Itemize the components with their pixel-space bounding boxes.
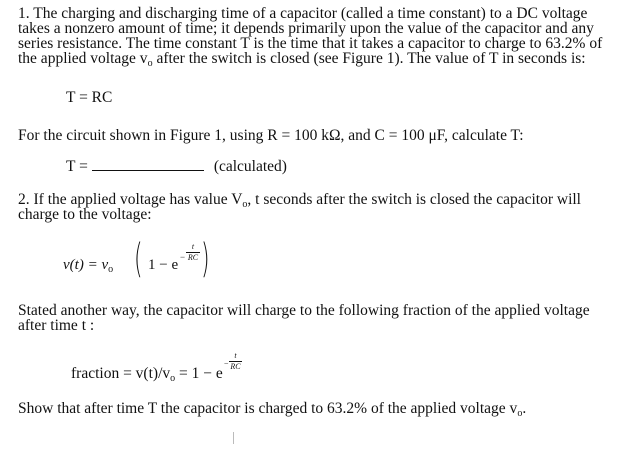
answer-note: (calculated) bbox=[213, 158, 287, 175]
answer-line bbox=[66, 159, 287, 174]
fraction-exp-numerator: t bbox=[234, 351, 237, 360]
right-paren: ) bbox=[201, 236, 210, 282]
answer-blank[interactable] bbox=[92, 159, 204, 171]
fraction-exp-denominator: RC bbox=[230, 362, 241, 371]
calculate-prompt: For the circuit shown in Figure 1, using R = 100 kΩ, and C = 100 μF, calculate T: bbox=[18, 127, 524, 144]
fraction-exp-minus: − bbox=[224, 359, 229, 368]
stated-line-2: after time t : bbox=[18, 317, 95, 334]
text-cursor bbox=[233, 432, 234, 444]
q1-line-3: series resistance. The time constant T is the time that it takes a capacitor to charge to 63.2% of bbox=[18, 35, 603, 52]
voltage-equation bbox=[63, 257, 113, 274]
q1-line-1: 1. The charging and discharging time of a capacitor (called a time constant) to a DC voltage bbox=[18, 5, 588, 22]
fraction-subscript: o bbox=[170, 373, 176, 384]
eq-exp-numerator: t bbox=[191, 242, 195, 251]
fraction-equation bbox=[71, 366, 223, 383]
stated-line-1: Stated another way, the capacitor will charge to the following fraction of the applied voltage bbox=[18, 302, 590, 319]
q2-line-1-rest: , t seconds after the switch is closed the capacitor will bbox=[247, 191, 581, 208]
eq-lhs-subscript: o bbox=[108, 264, 114, 275]
q1-line-4-text: the applied voltage v bbox=[18, 50, 148, 67]
show-that-period: . bbox=[522, 400, 527, 417]
q2-line-1-text: 2. If the applied voltage has value V bbox=[18, 191, 243, 208]
fraction-rhs: = 1 − e bbox=[175, 365, 223, 382]
q2-line-2: charge to the voltage: bbox=[18, 206, 152, 223]
q1-line-4 bbox=[18, 51, 586, 68]
show-that-line bbox=[18, 401, 526, 418]
vo-subscript: o bbox=[147, 58, 153, 69]
eq-exponent-fraction bbox=[186, 243, 200, 262]
left-paren: ( bbox=[134, 236, 143, 282]
time-constant-formula: T = RC bbox=[66, 89, 113, 106]
show-that-subscript: o bbox=[517, 408, 523, 419]
eq-exp-minus: − bbox=[180, 252, 186, 262]
show-that-text: Show that after time T the capacitor is charged to 63.2% of the applied voltage v bbox=[18, 400, 518, 417]
Vo-subscript: o bbox=[242, 199, 248, 210]
q1-line-2: takes a nonzero amount of time; it depends primarily upon the value of the capacitor and any bbox=[18, 20, 594, 37]
q1-line-4-rest: after the switch is closed (see Figure 1). The value of T in seconds is: bbox=[152, 50, 586, 67]
fraction-lhs: fraction = v(t)/v bbox=[71, 365, 171, 382]
answer-label: T = bbox=[66, 158, 88, 175]
eq-one-minus-e: 1 − e bbox=[148, 257, 179, 273]
eq-exp-denominator: RC bbox=[187, 253, 199, 262]
fraction-exponent bbox=[229, 352, 242, 371]
eq-lhs: v(t) = v bbox=[63, 257, 109, 273]
